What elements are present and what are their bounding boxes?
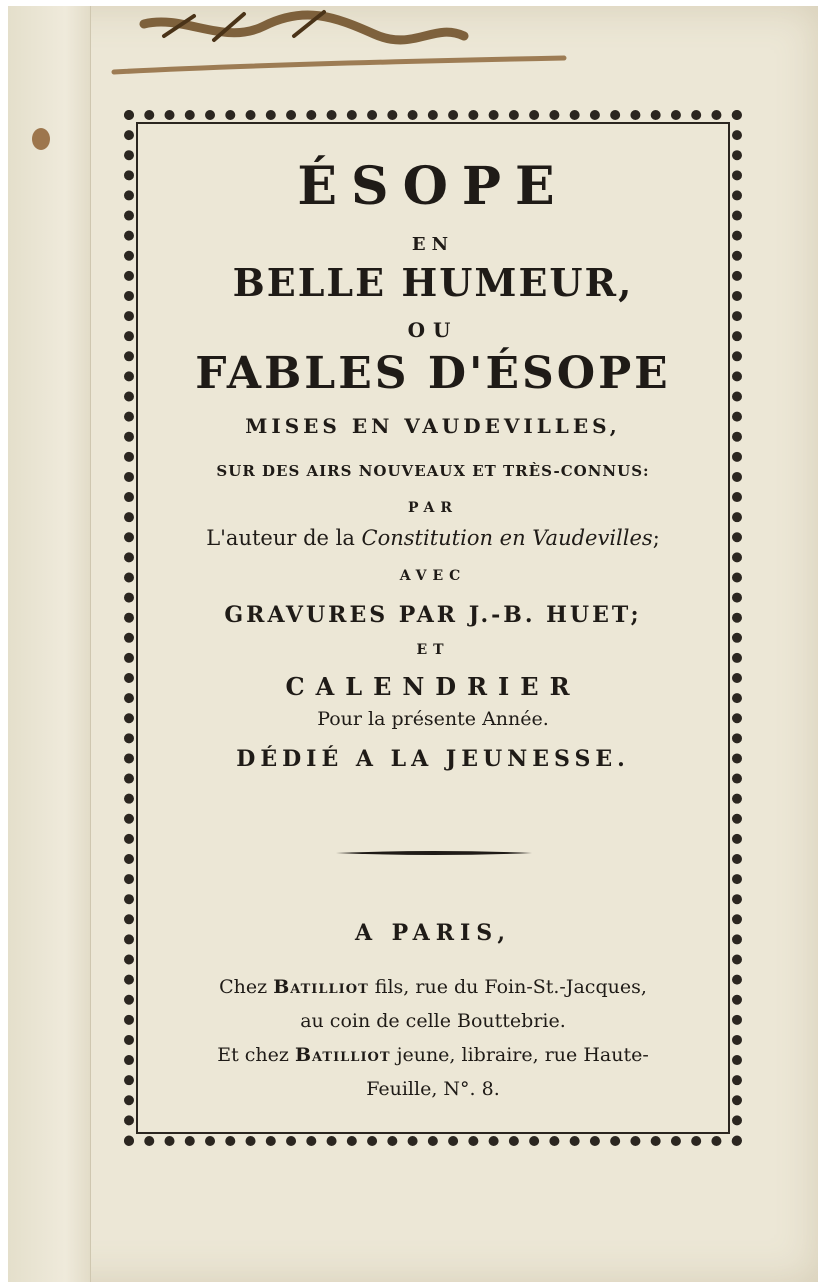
calendrier-line: CALENDRIER — [285, 672, 581, 701]
title-line-ou: OU — [407, 318, 459, 342]
title-page-content — [148, 126, 718, 1126]
imprint-line-2: au coin de celle Bouttebrie. — [300, 1010, 566, 1032]
author-suffix: ; — [652, 526, 660, 550]
imprint-line-1-post: fils, rue du Foin-St.-Jacques, — [368, 976, 647, 998]
imprint-publisher-name-2: Batilliot — [294, 1044, 391, 1066]
subtitle-airs: SUR DES AIRS NOUVEAUX ET TRÈS-CONNUS: — [216, 462, 650, 480]
line-par: PAR — [407, 500, 458, 516]
title-line-en: EN — [411, 234, 455, 255]
line-et: ET — [416, 642, 450, 658]
ink-stain — [32, 128, 50, 150]
author-work: Constitution en Vaudevilles — [361, 526, 653, 550]
book-page — [8, 6, 818, 1282]
imprint-publisher-name-1: Batilliot — [273, 976, 369, 998]
imprint-line-3 — [148, 1044, 718, 1066]
subtitle-mises: MISES EN VAUDEVILLES, — [245, 414, 621, 438]
imprint-line-1-pre: Chez — [219, 976, 274, 998]
ornamental-rule — [336, 850, 532, 856]
author-line — [148, 526, 718, 550]
title-line-fables: FABLES D'ÉSOPE — [195, 348, 671, 399]
binding-gutter — [8, 6, 91, 1282]
line-avec: AVEC — [399, 568, 467, 584]
imprint-line-4: Feuille, N°. 8. — [366, 1078, 500, 1100]
author-prefix: L'auteur de la — [206, 526, 362, 550]
handwritten-inscription — [104, 6, 574, 90]
dedication-line: DÉDIÉ A LA JEUNESSE. — [236, 746, 630, 772]
year-line: Pour la présente Année. — [317, 708, 549, 730]
imprint-line-3-post: jeune, libraire, rue Haute- — [390, 1044, 649, 1066]
engravings-line: GRAVURES PAR J.-B. HUET; — [224, 602, 642, 628]
imprint-place: A PARIS, — [354, 920, 512, 946]
title-line-belle-humeur: BELLE HUMEUR, — [232, 260, 634, 305]
main-title: ÉSOPE — [297, 156, 569, 217]
imprint-line-1 — [148, 976, 718, 998]
imprint-line-3-pre: Et chez — [217, 1044, 295, 1066]
